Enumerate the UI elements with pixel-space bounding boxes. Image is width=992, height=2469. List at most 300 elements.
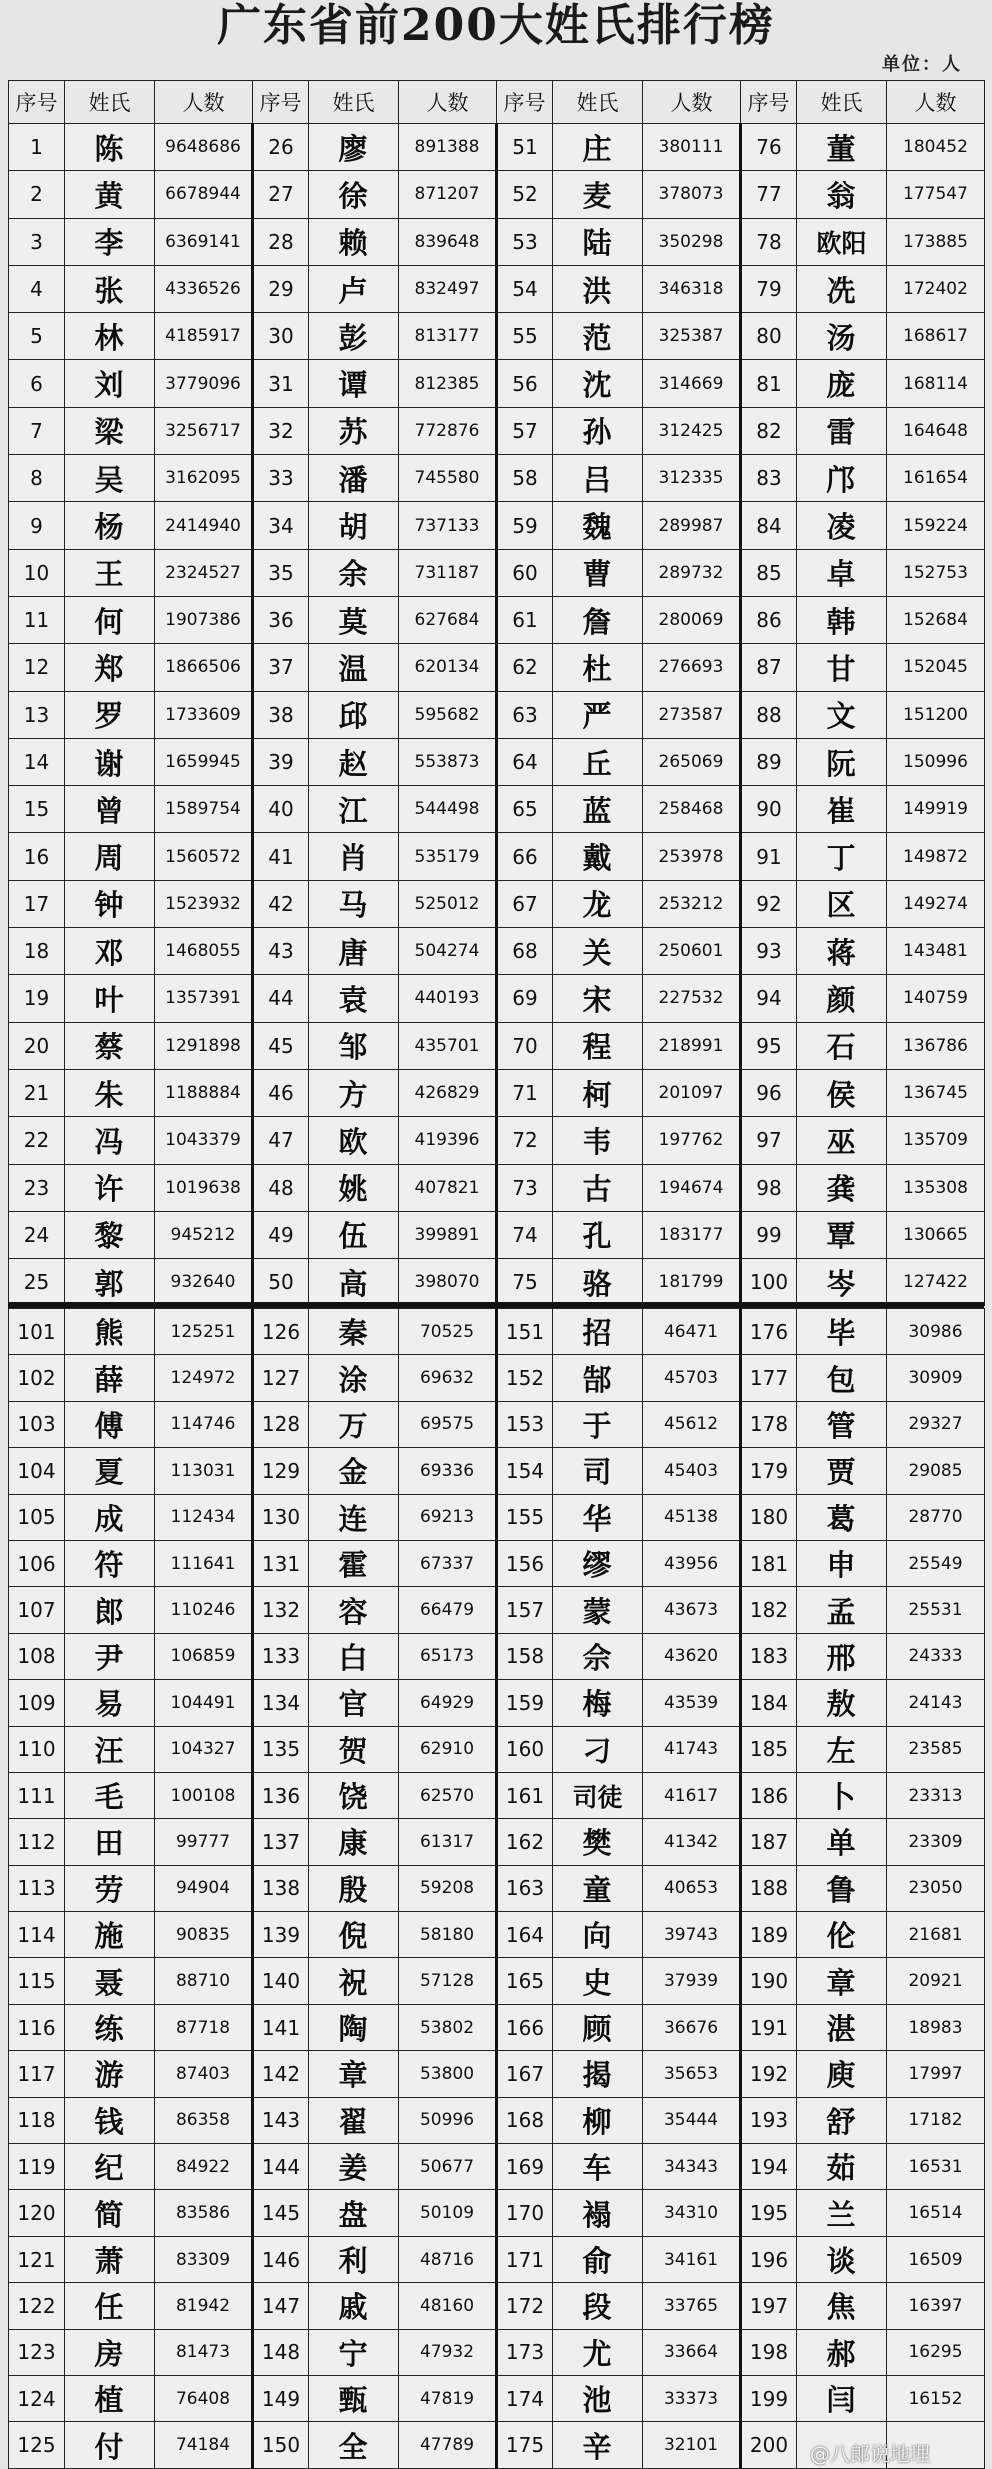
population-cell: 48716: [399, 2236, 497, 2282]
rank-cell: 11: [9, 596, 65, 643]
table-row: [9, 928, 985, 975]
population-cell: 37939: [643, 1958, 741, 2004]
surname-cell: 叶: [65, 975, 155, 1022]
surname-cell: 巫: [797, 1117, 887, 1164]
table-row: [9, 2236, 985, 2282]
surname-cell: 汤: [797, 313, 887, 360]
population-cell: 58180: [399, 1912, 497, 1958]
rank-cell: 76: [741, 124, 797, 171]
surname-cell: 邹: [309, 1022, 399, 1069]
population-cell: 173885: [887, 218, 985, 265]
surname-cell: 郎: [65, 1587, 155, 1633]
population-cell: 50996: [399, 2097, 497, 2143]
rank-cell: 61: [497, 596, 553, 643]
rank-cell: 181: [741, 1540, 797, 1586]
rank-cell: 148: [253, 2329, 309, 2375]
surname-cell: 容: [309, 1587, 399, 1633]
surname-cell: 冯: [65, 1117, 155, 1164]
surname-cell: 闫: [797, 2375, 887, 2421]
surname-cell: 茹: [797, 2144, 887, 2190]
surname-cell: 焦: [797, 2283, 887, 2329]
population-cell: 1043379: [155, 1117, 253, 1164]
rank-cell: 37: [253, 644, 309, 691]
rank-cell: 36: [253, 596, 309, 643]
rank-cell: 154: [497, 1448, 553, 1494]
rank-cell: 166: [497, 2004, 553, 2050]
unit-label: 单位：人: [882, 54, 962, 75]
rank-cell: 24: [9, 1211, 65, 1258]
rank-cell: 51: [497, 124, 553, 171]
population-cell: 832497: [399, 265, 497, 312]
surname-cell: 潘: [309, 455, 399, 502]
surname-cell: 贾: [797, 1448, 887, 1494]
table-row: [9, 2329, 985, 2375]
surname-cell: 周: [65, 833, 155, 880]
column-header: 序号: [741, 81, 797, 124]
rank-cell: 126: [253, 1309, 309, 1355]
population-cell: 135709: [887, 1117, 985, 1164]
rank-cell: 14: [9, 738, 65, 785]
rank-cell: 134: [253, 1680, 309, 1726]
population-cell: 33765: [643, 2283, 741, 2329]
surname-cell: 丁: [797, 833, 887, 880]
rank-cell: 3: [9, 218, 65, 265]
rank-cell: 153: [497, 1401, 553, 1447]
population-cell: 3256717: [155, 407, 253, 454]
surname-cell: 邓: [65, 928, 155, 975]
ranking-table-bottom: [8, 1308, 985, 2469]
table-row: [9, 2375, 985, 2421]
population-cell: 28770: [887, 1494, 985, 1540]
surname-cell: 柯: [553, 1069, 643, 1116]
surname-cell: 魏: [553, 502, 643, 549]
surname-cell: 杜: [553, 644, 643, 691]
rank-cell: 190: [741, 1958, 797, 2004]
watermark: @八郎说地理: [810, 2442, 930, 2466]
population-cell: 168114: [887, 360, 985, 407]
rank-cell: 56: [497, 360, 553, 407]
population-cell: 4185917: [155, 313, 253, 360]
population-cell: 20921: [887, 1958, 985, 2004]
column-header: 人数: [399, 81, 497, 124]
population-cell: 177547: [887, 171, 985, 218]
surname-cell: 单: [797, 1819, 887, 1865]
rank-cell: 47: [253, 1117, 309, 1164]
surname-cell: 全: [309, 2422, 399, 2468]
population-cell: 159224: [887, 502, 985, 549]
surname-cell: 陈: [65, 124, 155, 171]
surname-cell: 区: [797, 880, 887, 927]
rank-cell: 22: [9, 1117, 65, 1164]
rank-cell: 185: [741, 1726, 797, 1772]
surname-cell: 郜: [553, 1355, 643, 1401]
population-cell: 90835: [155, 1912, 253, 1958]
table-row: [9, 360, 985, 407]
population-cell: 100108: [155, 1772, 253, 1818]
rank-cell: 12: [9, 644, 65, 691]
rank-cell: 25: [9, 1259, 65, 1306]
table-row: [9, 313, 985, 360]
surname-cell: 许: [65, 1164, 155, 1211]
rank-cell: 177: [741, 1355, 797, 1401]
population-cell: 265069: [643, 738, 741, 785]
table-row: [9, 1309, 985, 1355]
surname-cell: 孟: [797, 1587, 887, 1633]
table-row: [9, 1355, 985, 1401]
population-cell: 62570: [399, 1772, 497, 1818]
surname-cell: 翟: [309, 2097, 399, 2143]
population-cell: 130665: [887, 1211, 985, 1258]
table-row: [9, 1587, 985, 1633]
population-cell: 23050: [887, 1865, 985, 1911]
rank-cell: 142: [253, 2051, 309, 2097]
surname-cell: 范: [553, 313, 643, 360]
surname-cell: 利: [309, 2236, 399, 2282]
population-cell: 891388: [399, 124, 497, 171]
surname-cell: 樊: [553, 1819, 643, 1865]
surname-cell: 万: [309, 1401, 399, 1447]
rank-cell: 125: [9, 2422, 65, 2468]
surname-cell: 熊: [65, 1309, 155, 1355]
surname-cell: 植: [65, 2375, 155, 2421]
surname-cell: 申: [797, 1540, 887, 1586]
rank-cell: 87: [741, 644, 797, 691]
population-cell: 83586: [155, 2190, 253, 2236]
population-cell: 124972: [155, 1355, 253, 1401]
rank-cell: 75: [497, 1259, 553, 1306]
surname-cell: 戴: [553, 833, 643, 880]
population-cell: 1019638: [155, 1164, 253, 1211]
rank-cell: 113: [9, 1865, 65, 1911]
surname-cell: 任: [65, 2283, 155, 2329]
population-cell: 197762: [643, 1117, 741, 1164]
surname-cell: 龚: [797, 1164, 887, 1211]
rank-cell: 103: [9, 1401, 65, 1447]
table-row: [9, 2051, 985, 2097]
rank-cell: 150: [253, 2422, 309, 2468]
population-cell: 16295: [887, 2329, 985, 2375]
surname-cell: 崔: [797, 786, 887, 833]
population-cell: 43956: [643, 1540, 741, 1586]
surname-cell: 缪: [553, 1540, 643, 1586]
population-cell: 168617: [887, 313, 985, 360]
population-cell: 35444: [643, 2097, 741, 2143]
surname-cell: 孔: [553, 1211, 643, 1258]
rank-cell: 2: [9, 171, 65, 218]
population-cell: 1907386: [155, 596, 253, 643]
population-cell: 407821: [399, 1164, 497, 1211]
rank-cell: 171: [497, 2236, 553, 2282]
rank-cell: 66: [497, 833, 553, 880]
rank-cell: 152: [497, 1355, 553, 1401]
surname-cell: 鲁: [797, 1865, 887, 1911]
population-cell: 32101: [643, 2422, 741, 2468]
rank-cell: 38: [253, 691, 309, 738]
surname-cell: 向: [553, 1912, 643, 1958]
surname-cell: 管: [797, 1401, 887, 1447]
population-cell: 24143: [887, 1680, 985, 1726]
population-cell: 57128: [399, 1958, 497, 2004]
table-row: [9, 1259, 985, 1306]
surname-cell: 苏: [309, 407, 399, 454]
surname-cell: 雷: [797, 407, 887, 454]
surname-cell: 池: [553, 2375, 643, 2421]
population-cell: 932640: [155, 1259, 253, 1306]
surname-cell: 房: [65, 2329, 155, 2375]
surname-cell: 庾: [797, 2051, 887, 2097]
population-cell: 23313: [887, 1772, 985, 1818]
surname-cell: 朱: [65, 1069, 155, 1116]
rank-cell: 161: [497, 1772, 553, 1818]
surname-cell: 郑: [65, 644, 155, 691]
population-cell: 3162095: [155, 455, 253, 502]
population-cell: 41342: [643, 1819, 741, 1865]
surname-cell: 温: [309, 644, 399, 691]
population-cell: 627684: [399, 596, 497, 643]
rank-cell: 42: [253, 880, 309, 927]
population-cell: 504274: [399, 928, 497, 975]
rank-cell: 144: [253, 2144, 309, 2190]
rank-cell: 198: [741, 2329, 797, 2375]
rank-cell: 35: [253, 549, 309, 596]
population-cell: 180452: [887, 124, 985, 171]
rank-cell: 95: [741, 1022, 797, 1069]
rank-cell: 71: [497, 1069, 553, 1116]
population-cell: 17997: [887, 2051, 985, 2097]
surname-cell: 梅: [553, 1680, 643, 1726]
surname-cell: 梁: [65, 407, 155, 454]
surname-cell: 董: [797, 124, 887, 171]
surname-cell: 盘: [309, 2190, 399, 2236]
rank-cell: 81: [741, 360, 797, 407]
population-cell: 16397: [887, 2283, 985, 2329]
population-cell: 110246: [155, 1587, 253, 1633]
population-cell: 399891: [399, 1211, 497, 1258]
population-cell: 47789: [399, 2422, 497, 2468]
rank-cell: 147: [253, 2283, 309, 2329]
table-row: [9, 218, 985, 265]
rank-cell: 132: [253, 1587, 309, 1633]
surname-cell: 简: [65, 2190, 155, 2236]
surname-cell: 康: [309, 1819, 399, 1865]
column-header: 姓氏: [797, 81, 887, 124]
rank-cell: 102: [9, 1355, 65, 1401]
surname-cell: 覃: [797, 1211, 887, 1258]
population-cell: 152753: [887, 549, 985, 596]
surname-cell: 严: [553, 691, 643, 738]
rank-cell: 52: [497, 171, 553, 218]
rank-cell: 146: [253, 2236, 309, 2282]
population-cell: 172402: [887, 265, 985, 312]
surname-cell: 史: [553, 1958, 643, 2004]
rank-cell: 109: [9, 1680, 65, 1726]
population-cell: 70525: [399, 1309, 497, 1355]
rank-cell: 85: [741, 549, 797, 596]
surname-cell: 甘: [797, 644, 887, 691]
surname-cell: 古: [553, 1164, 643, 1211]
rank-cell: 136: [253, 1772, 309, 1818]
surname-cell: 章: [797, 1958, 887, 2004]
rank-cell: 91: [741, 833, 797, 880]
surname-cell: 谭: [309, 360, 399, 407]
population-cell: 104327: [155, 1726, 253, 1772]
surname-cell: 舒: [797, 2097, 887, 2143]
surname-cell: 高: [309, 1259, 399, 1306]
surname-cell: 吕: [553, 455, 643, 502]
population-cell: 945212: [155, 1211, 253, 1258]
rank-cell: 133: [253, 1633, 309, 1679]
table-row: [9, 786, 985, 833]
rank-cell: 106: [9, 1540, 65, 1586]
population-cell: 29327: [887, 1401, 985, 1447]
rank-cell: 40: [253, 786, 309, 833]
population-cell: 871207: [399, 171, 497, 218]
population-cell: 23309: [887, 1819, 985, 1865]
rank-cell: 200: [741, 2422, 797, 2468]
surname-cell: 车: [553, 2144, 643, 2190]
rank-cell: 16: [9, 833, 65, 880]
rank-cell: 170: [497, 2190, 553, 2236]
rank-cell: 68: [497, 928, 553, 975]
rank-cell: 33: [253, 455, 309, 502]
population-cell: 24333: [887, 1633, 985, 1679]
population-cell: 34343: [643, 2144, 741, 2190]
surname-cell: 傅: [65, 1401, 155, 1447]
rank-cell: 19: [9, 975, 65, 1022]
population-cell: 312425: [643, 407, 741, 454]
table-row: [9, 1022, 985, 1069]
rank-cell: 49: [253, 1211, 309, 1258]
surname-cell: 文: [797, 691, 887, 738]
surname-cell: 金: [309, 1448, 399, 1494]
rank-cell: 4: [9, 265, 65, 312]
population-cell: 380111: [643, 124, 741, 171]
population-cell: 218991: [643, 1022, 741, 1069]
rank-cell: 97: [741, 1117, 797, 1164]
surname-cell: 姚: [309, 1164, 399, 1211]
rank-cell: 55: [497, 313, 553, 360]
column-header: 序号: [253, 81, 309, 124]
rank-cell: 65: [497, 786, 553, 833]
rank-cell: 80: [741, 313, 797, 360]
rank-cell: 162: [497, 1819, 553, 1865]
surname-cell: 聂: [65, 1958, 155, 2004]
population-cell: 81473: [155, 2329, 253, 2375]
surname-cell: 汪: [65, 1726, 155, 1772]
population-cell: 66479: [399, 1587, 497, 1633]
surname-cell: 易: [65, 1680, 155, 1726]
surname-cell: 段: [553, 2283, 643, 2329]
rank-cell: 88: [741, 691, 797, 738]
surname-cell: 童: [553, 1865, 643, 1911]
table-row: [9, 833, 985, 880]
rank-cell: 107: [9, 1587, 65, 1633]
rank-cell: 58: [497, 455, 553, 502]
surname-cell: 毕: [797, 1309, 887, 1355]
table-row: [9, 1633, 985, 1679]
rank-cell: 167: [497, 2051, 553, 2097]
table-row: [9, 1865, 985, 1911]
rank-cell: 7: [9, 407, 65, 454]
population-cell: 813177: [399, 313, 497, 360]
surname-cell: 李: [65, 218, 155, 265]
rank-cell: 112: [9, 1819, 65, 1865]
population-cell: 595682: [399, 691, 497, 738]
surname-cell: 褟: [553, 2190, 643, 2236]
rank-cell: 84: [741, 502, 797, 549]
surname-cell: 卢: [309, 265, 399, 312]
population-cell: 23585: [887, 1726, 985, 1772]
surname-cell: 彭: [309, 313, 399, 360]
rank-cell: 174: [497, 2375, 553, 2421]
population-cell: 6678944: [155, 171, 253, 218]
population-cell: 104491: [155, 1680, 253, 1726]
population-cell: 113031: [155, 1448, 253, 1494]
rank-cell: 164: [497, 1912, 553, 1958]
surname-cell: 庄: [553, 124, 643, 171]
surname-cell: 杨: [65, 502, 155, 549]
surname-cell: 戚: [309, 2283, 399, 2329]
rank-cell: 29: [253, 265, 309, 312]
rank-cell: 96: [741, 1069, 797, 1116]
population-cell: 86358: [155, 2097, 253, 2143]
population-cell: 227532: [643, 975, 741, 1022]
population-cell: 1659945: [155, 738, 253, 785]
rank-cell: 160: [497, 1726, 553, 1772]
surname-cell: 卜: [797, 1772, 887, 1818]
surname-cell: 张: [65, 265, 155, 312]
surname-cell: 岑: [797, 1259, 887, 1306]
rank-cell: 176: [741, 1309, 797, 1355]
surname-cell: 徐: [309, 171, 399, 218]
population-cell: 1523932: [155, 880, 253, 927]
rank-cell: 183: [741, 1633, 797, 1679]
surname-cell: 葛: [797, 1494, 887, 1540]
table-row: [9, 1494, 985, 1540]
surname-cell: 何: [65, 596, 155, 643]
rank-cell: 50: [253, 1259, 309, 1306]
population-cell: 16509: [887, 2236, 985, 2282]
population-cell: 87403: [155, 2051, 253, 2097]
population-cell: 43673: [643, 1587, 741, 1633]
rank-cell: 128: [253, 1401, 309, 1447]
surname-cell: 涂: [309, 1355, 399, 1401]
population-cell: 25531: [887, 1587, 985, 1633]
table-row: [9, 1726, 985, 1772]
surname-cell: 练: [65, 2004, 155, 2050]
surname-cell: 游: [65, 2051, 155, 2097]
surname-cell: 韦: [553, 1117, 643, 1164]
population-cell: 25549: [887, 1540, 985, 1586]
rank-cell: 63: [497, 691, 553, 738]
surname-cell: 华: [553, 1494, 643, 1540]
population-cell: 314669: [643, 360, 741, 407]
population-cell: 88710: [155, 1958, 253, 2004]
population-cell: 74184: [155, 2422, 253, 2468]
table-row: [9, 2190, 985, 2236]
surname-cell: 江: [309, 786, 399, 833]
surname-cell: 方: [309, 1069, 399, 1116]
surname-cell: 伍: [309, 1211, 399, 1258]
surname-cell: 谢: [65, 738, 155, 785]
rank-cell: 21: [9, 1069, 65, 1116]
surname-cell: 庞: [797, 360, 887, 407]
surname-cell: 蒋: [797, 928, 887, 975]
surname-cell: 邝: [797, 455, 887, 502]
surname-cell: 蓝: [553, 786, 643, 833]
population-cell: 45138: [643, 1494, 741, 1540]
rank-cell: 193: [741, 2097, 797, 2143]
